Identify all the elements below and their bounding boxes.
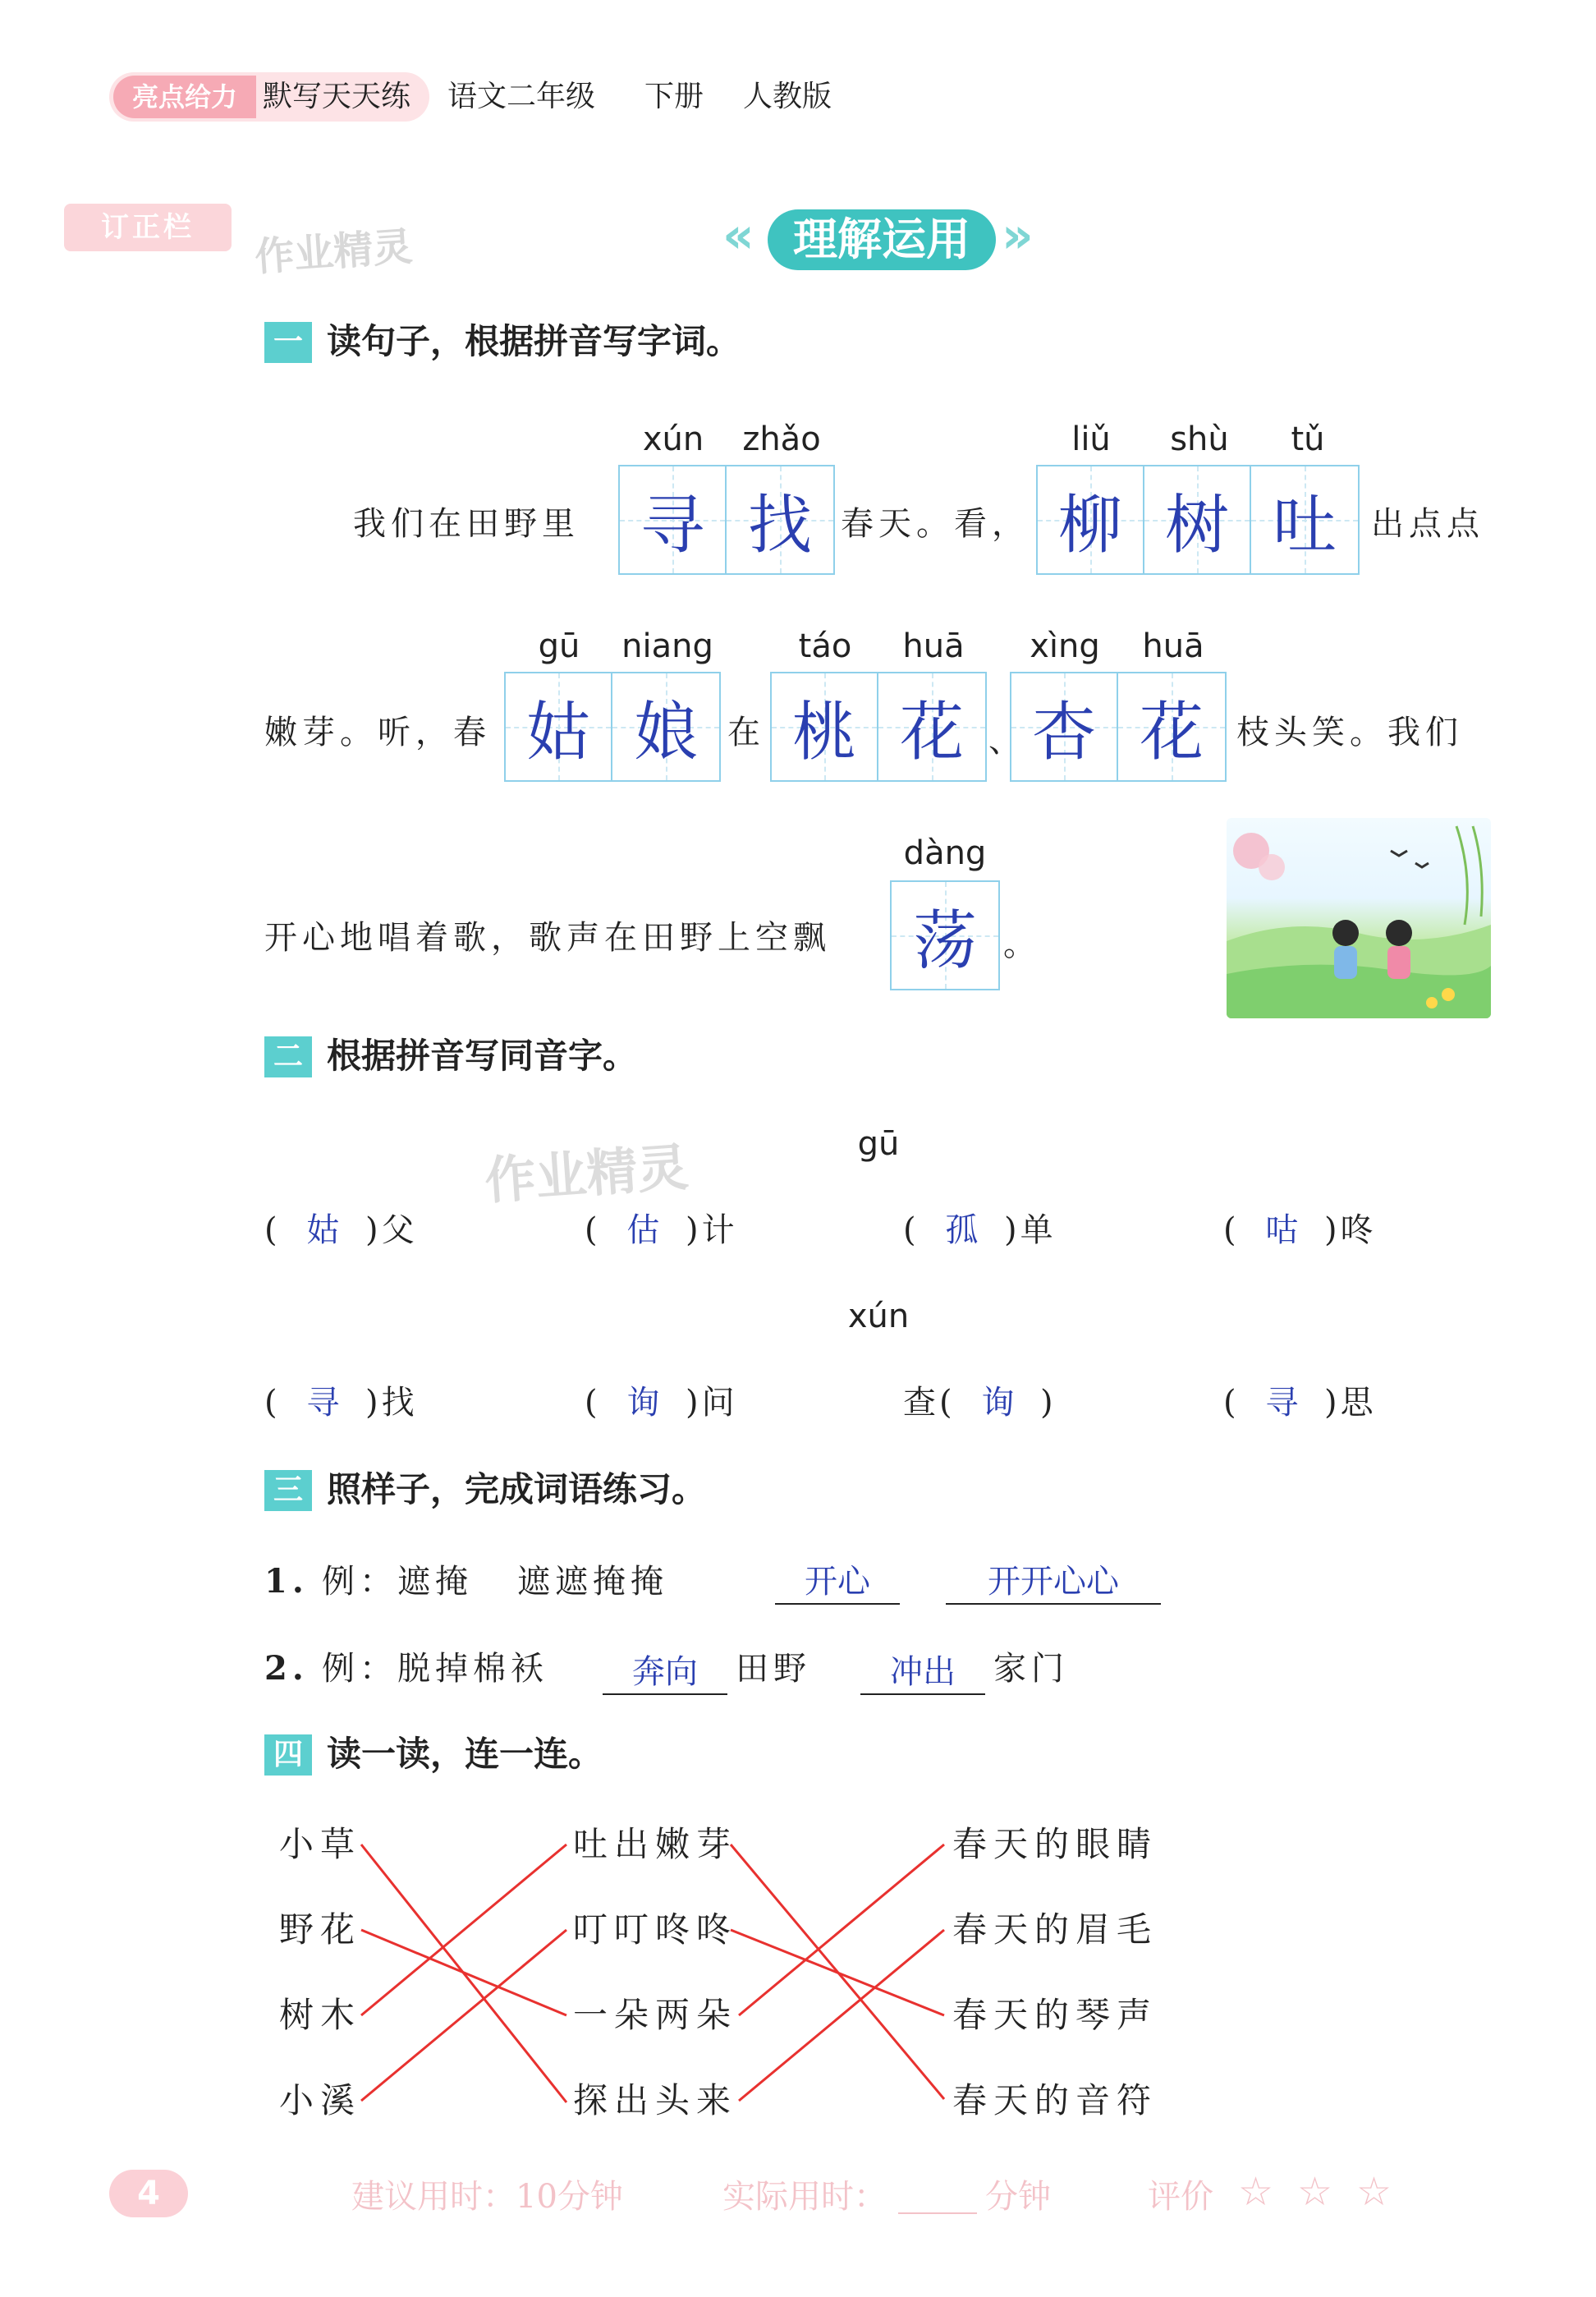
blank-item: ( 孤 )单: [903, 1211, 1057, 1249]
item-number: 1.: [264, 1562, 309, 1601]
match-line: [361, 1930, 566, 2015]
answer-cell: 姑: [506, 673, 612, 780]
match-item-left[interactable]: 树木: [279, 1995, 362, 2035]
time-unit: 分钟: [985, 2178, 1051, 2216]
sentence-text: 春天。看，: [841, 505, 1030, 543]
answer-blank: 开开心心: [946, 1560, 1161, 1605]
answer-blank: 开心: [775, 1560, 900, 1605]
actual-time-label: 实际用时：: [722, 2178, 887, 2216]
match-item-right[interactable]: 春天的琴声: [952, 1995, 1158, 2035]
question-number: 四: [264, 1734, 312, 1776]
chevron-right-icon: »: [1002, 207, 1034, 264]
phrase-text: 田野: [736, 1650, 811, 1688]
pinyin: xìng: [1030, 627, 1100, 665]
question-title: 读一读，连一连。: [327, 1734, 603, 1774]
answer-cell: 寻: [620, 466, 727, 573]
answer-cell: 吐: [1251, 466, 1358, 573]
star-icon[interactable]: ☆: [1297, 2169, 1333, 2215]
question-number: 一: [264, 322, 312, 363]
pinyin: gū: [538, 627, 580, 665]
match-item-middle[interactable]: 一朵两朵: [573, 1995, 738, 2035]
match-item-right[interactable]: 春天的眉毛: [952, 1909, 1158, 1950]
example-text: 例：遮掩: [322, 1563, 473, 1601]
answer-cell: 娘: [612, 673, 719, 780]
correction-column-label: 订正栏: [64, 204, 232, 251]
sentence-text: 、: [988, 722, 1026, 760]
sentence-text: 出点点: [1371, 505, 1484, 543]
pinyin: táo: [798, 627, 852, 665]
question-number: 二: [264, 1036, 312, 1077]
match-line: [739, 1844, 944, 2015]
blank-item: ( 估 )计: [585, 1211, 738, 1249]
example-text: 遮遮掩掩: [517, 1563, 668, 1601]
answer-cell: 杏: [1011, 673, 1118, 780]
match-item-left[interactable]: 野花: [279, 1909, 362, 1950]
match-item-left[interactable]: 小草: [279, 1824, 362, 1864]
pinyin: niang: [621, 627, 713, 665]
sentence-text: 在: [727, 714, 765, 751]
pinyin: xún: [847, 1298, 910, 1335]
match-line: [361, 1930, 566, 2101]
pinyin: huā: [1142, 627, 1204, 665]
book-title: 默写天天练: [263, 80, 411, 113]
match-item-middle[interactable]: 叮叮咚咚: [573, 1909, 738, 1950]
watermark-logo: 作业精灵: [253, 223, 415, 281]
sentence-text: 开心地唱着歌，歌声在田野上空飘: [264, 919, 831, 957]
answer-cell: 桃: [772, 673, 878, 780]
page-number: 4: [109, 2170, 188, 2217]
edition-label: 人教版: [743, 80, 832, 113]
item-number: 2.: [264, 1649, 309, 1688]
subject-label: 语文二年级: [447, 80, 596, 113]
pinyin: zhǎo: [742, 420, 821, 458]
sentence-text: 枝头笑。我们: [1236, 714, 1463, 751]
actual-time-blank[interactable]: [898, 2212, 977, 2214]
star-icon[interactable]: ☆: [1356, 2169, 1392, 2215]
question-title: 读句子，根据拼音写字词。: [327, 321, 741, 361]
answer-cell: 花: [878, 673, 985, 780]
pinyin: liǔ: [1071, 420, 1111, 458]
suggested-time: 建议用时：10分钟: [351, 2178, 623, 2216]
sentence-text: 嫩芽。听，春: [264, 714, 491, 751]
match-line: [361, 1844, 566, 2015]
blank-item: ( 询 )问: [585, 1384, 738, 1422]
star-icon[interactable]: ☆: [1238, 2169, 1274, 2215]
match-line: [731, 1930, 944, 2015]
answer-blank: 奔向: [603, 1651, 727, 1695]
pinyin: shù: [1170, 420, 1229, 458]
section-title: 理解运用: [768, 209, 996, 270]
blank-item: ( 寻 )找: [264, 1384, 418, 1422]
sentence-text: 。: [1003, 926, 1041, 963]
phrase-text: 家门: [993, 1650, 1069, 1688]
example-text: 例：脱掉棉袄: [322, 1650, 548, 1688]
answer-cell: 柳: [1038, 466, 1144, 573]
answer-cell: 荡: [892, 882, 998, 989]
blank-item: ( 寻 )思: [1223, 1384, 1377, 1422]
match-item-middle[interactable]: 探出头来: [573, 2080, 738, 2120]
rating-label: 评价: [1148, 2178, 1213, 2216]
brand-label: 亮点给力: [113, 76, 256, 118]
sentence-text: 我们在田野里: [353, 505, 580, 543]
pinyin: dàng: [903, 834, 987, 872]
pinyin: huā: [902, 627, 965, 665]
pinyin: xún: [642, 420, 704, 458]
answer-cell: 花: [1118, 673, 1225, 780]
question-number: 三: [264, 1470, 312, 1511]
match-line: [739, 1930, 944, 2101]
match-item-right[interactable]: 春天的眼睛: [952, 1824, 1158, 1864]
pinyin: tǔ: [1291, 420, 1325, 458]
match-item-left[interactable]: 小溪: [279, 2080, 362, 2120]
watermark-logo: 作业精灵: [483, 1137, 690, 1211]
answer-cell: 树: [1144, 466, 1251, 573]
blank-item: ( 姑 )父: [264, 1211, 418, 1249]
volume-label: 下册: [644, 80, 704, 113]
blank-item: ( 咕 )咚: [1223, 1211, 1377, 1249]
blank-item: 查( 询 ): [903, 1384, 1057, 1422]
match-item-right[interactable]: 春天的音符: [952, 2080, 1158, 2120]
answer-blank: 冲出: [860, 1651, 985, 1695]
answer-cell: 找: [727, 466, 833, 573]
chevron-left-icon: «: [722, 207, 754, 264]
question-title: 根据拼音写同音字。: [327, 1036, 638, 1076]
match-item-middle[interactable]: 吐出嫩芽: [573, 1824, 738, 1864]
question-title: 照样子，完成词语练习。: [327, 1469, 707, 1509]
answer-grid: [1036, 465, 1360, 575]
pinyin: gū: [857, 1125, 900, 1163]
